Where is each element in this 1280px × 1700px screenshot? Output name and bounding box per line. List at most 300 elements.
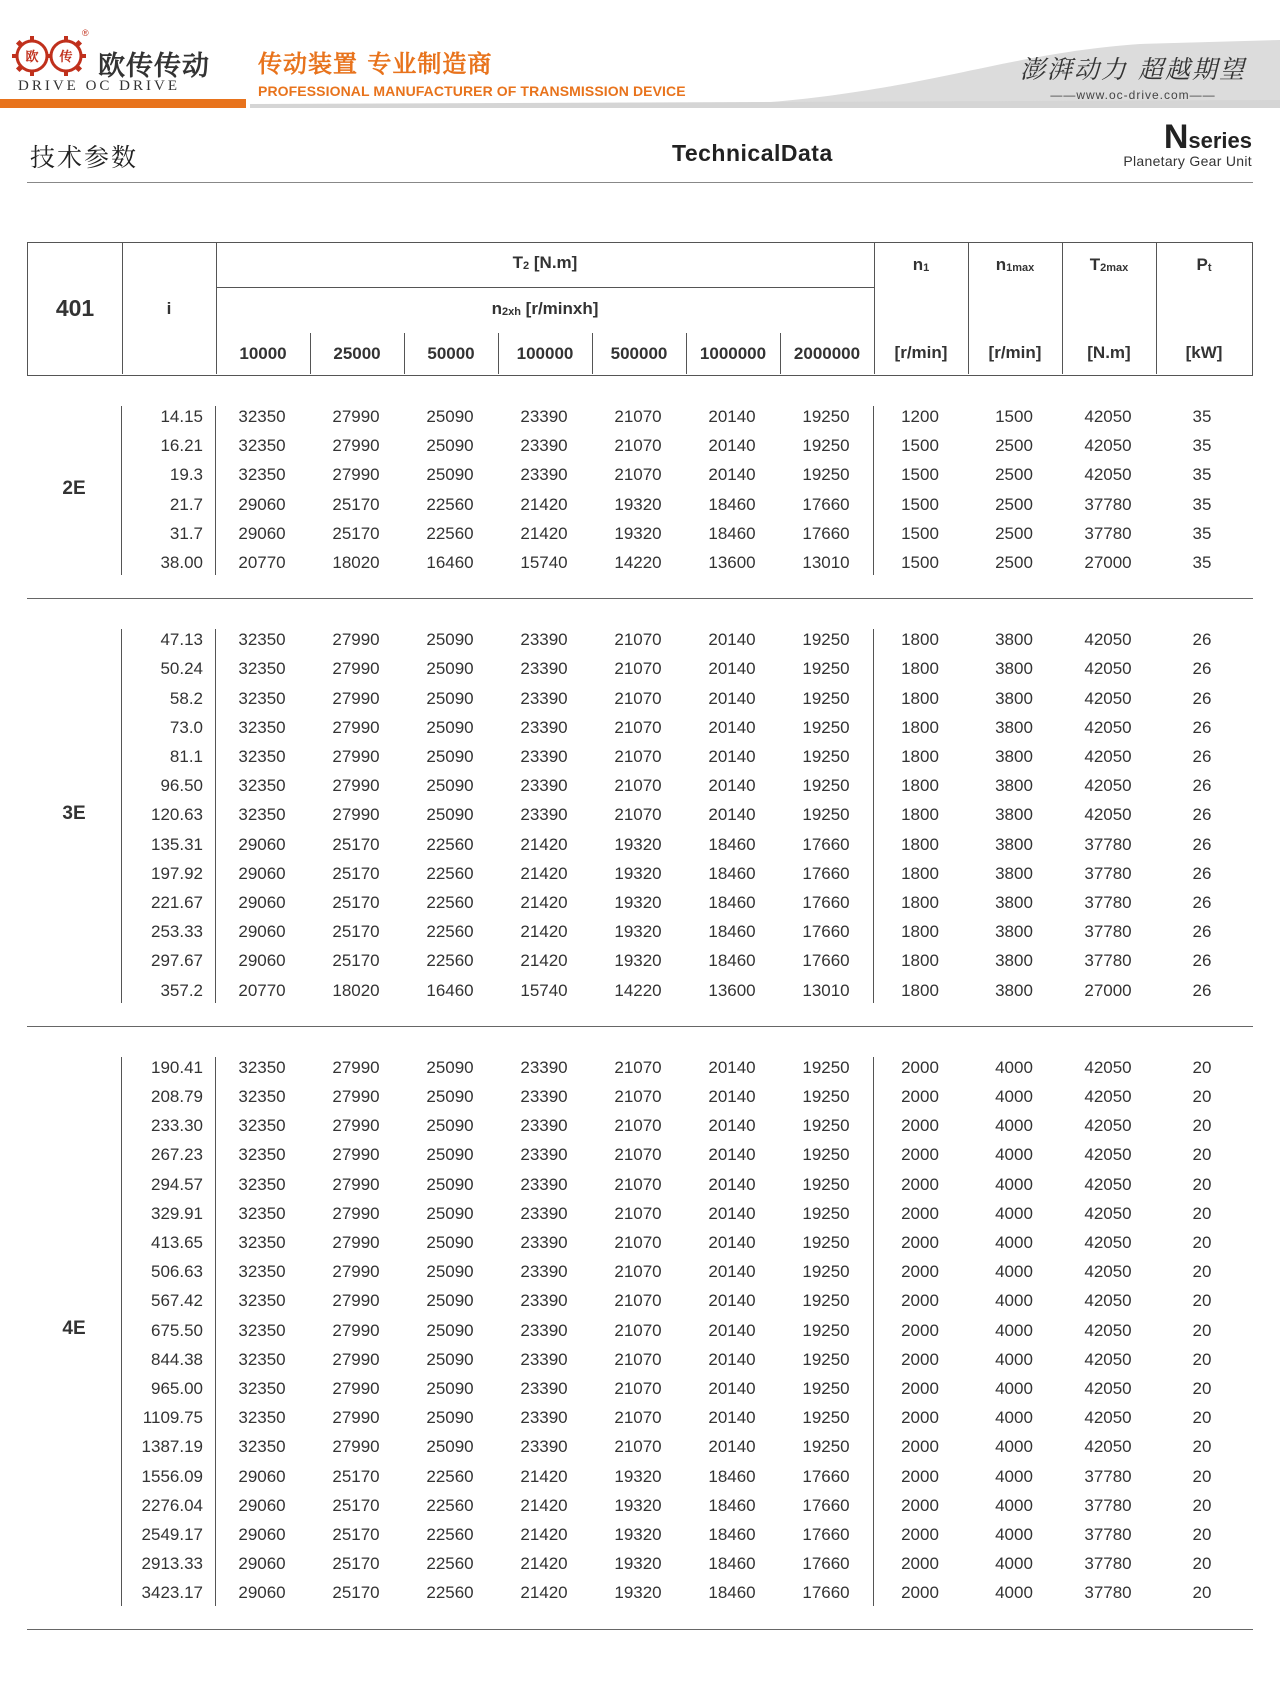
t2-cell: 32350 bbox=[238, 436, 286, 456]
t2-cell: 13010 bbox=[802, 980, 850, 1000]
t2max-header-symbol: T bbox=[1089, 255, 1101, 274]
t2-cell: 17660 bbox=[802, 892, 850, 912]
pt-cell: 26 bbox=[1192, 951, 1212, 971]
t2-cell: 19320 bbox=[614, 863, 662, 883]
t2-cell: 25090 bbox=[426, 1203, 474, 1223]
n1-cell: 2000 bbox=[901, 1466, 939, 1486]
t2-cell: 25090 bbox=[426, 1437, 474, 1457]
pt-unit: [kW] bbox=[1185, 343, 1223, 362]
ratio-cell: 1556.09 bbox=[141, 1466, 203, 1486]
t2max-cell: 37780 bbox=[1084, 892, 1132, 912]
table-row bbox=[27, 548, 1253, 577]
table-row bbox=[27, 519, 1253, 548]
n1-cell: 1500 bbox=[901, 553, 939, 572]
t2-cell: 32350 bbox=[238, 1262, 286, 1282]
t2-cell: 29060 bbox=[238, 523, 286, 543]
t2-cell: 21070 bbox=[614, 1349, 662, 1369]
t2-cell: 32350 bbox=[238, 1349, 286, 1369]
t2-cell: 25090 bbox=[426, 688, 474, 708]
table-row bbox=[27, 1082, 1253, 1111]
t2-cell: 25090 bbox=[426, 1086, 474, 1106]
pt-cell: 20 bbox=[1192, 1466, 1212, 1486]
t2-cell: 22560 bbox=[426, 922, 474, 942]
t2max-cell: 42050 bbox=[1084, 1378, 1132, 1398]
t2-cell: 32350 bbox=[238, 659, 286, 679]
pt-cell: 26 bbox=[1192, 717, 1212, 737]
n1max-cell: 3800 bbox=[995, 746, 1033, 766]
t2-header-sub: 2 bbox=[523, 260, 530, 272]
ratio-cell: 2549.17 bbox=[141, 1524, 203, 1544]
t2-cell: 18020 bbox=[332, 980, 380, 1000]
t2-cell: 23390 bbox=[520, 1320, 568, 1340]
t2-cell: 23390 bbox=[520, 1408, 568, 1428]
pt-cell: 35 bbox=[1192, 465, 1212, 485]
stage-label: 2E bbox=[62, 477, 86, 499]
t2-cell: 27990 bbox=[332, 630, 380, 650]
t2-cell: 19250 bbox=[802, 1291, 850, 1311]
ratio-cell: 31.7 bbox=[169, 523, 203, 543]
n1-cell: 2000 bbox=[901, 1086, 939, 1106]
pt-header bbox=[1156, 255, 1252, 275]
t2-cell: 21070 bbox=[614, 630, 662, 650]
table-row bbox=[27, 1199, 1253, 1228]
t2-header-symbol: T bbox=[512, 253, 524, 272]
t2-cell: 21070 bbox=[614, 717, 662, 737]
t2max-cell: 42050 bbox=[1084, 1262, 1132, 1282]
t2-cell: 21420 bbox=[520, 1466, 568, 1486]
t2-cell: 25170 bbox=[332, 892, 380, 912]
t2-cell: 18460 bbox=[708, 1524, 756, 1544]
t2max-cell: 42050 bbox=[1084, 1174, 1132, 1194]
series-subtitle: Planetary Gear Unit bbox=[1123, 153, 1252, 169]
pt-cell: 20 bbox=[1192, 1262, 1212, 1282]
pt-cell: 26 bbox=[1192, 892, 1212, 912]
t2-cell: 21070 bbox=[614, 1378, 662, 1398]
t2-cell: 25090 bbox=[426, 1262, 474, 1282]
pt-cell: 26 bbox=[1192, 980, 1212, 1000]
t2-cell: 25090 bbox=[426, 1116, 474, 1136]
t2-cell: 15740 bbox=[520, 980, 568, 1000]
n1-cell: 1800 bbox=[901, 746, 939, 766]
t2max-cell: 37780 bbox=[1084, 1524, 1132, 1544]
n1max-cell: 4000 bbox=[995, 1378, 1033, 1398]
pt-cell: 20 bbox=[1192, 1320, 1212, 1340]
pt-cell: 35 bbox=[1192, 407, 1212, 426]
ratio-cell: 73.0 bbox=[169, 717, 203, 737]
gear-logo-icon bbox=[10, 34, 94, 78]
ratio-cell: 208.79 bbox=[151, 1086, 203, 1106]
t2-cell: 21420 bbox=[520, 494, 568, 514]
t2-cell: 13010 bbox=[802, 553, 850, 572]
ratio-cell: 120.63 bbox=[151, 805, 203, 825]
t2-cell: 23390 bbox=[520, 1291, 568, 1311]
t2-cell: 19250 bbox=[802, 407, 850, 426]
t2-cell: 19250 bbox=[802, 1437, 850, 1457]
hours-col-header: 50000 bbox=[427, 344, 475, 363]
t2-cell: 25090 bbox=[426, 1320, 474, 1340]
ratio-cell: 253.33 bbox=[151, 922, 203, 942]
n1max-cell: 2500 bbox=[995, 553, 1033, 572]
t2-cell: 32350 bbox=[238, 1145, 286, 1165]
t2-cell: 20140 bbox=[708, 436, 756, 456]
t2-cell: 19250 bbox=[802, 1203, 850, 1223]
ratio-cell: 294.57 bbox=[151, 1174, 203, 1194]
t2-cell: 25170 bbox=[332, 951, 380, 971]
logo-char-1: 欧 bbox=[25, 50, 39, 65]
t2max-cell: 42050 bbox=[1084, 746, 1132, 766]
t2max-unit: [N.m] bbox=[1087, 343, 1131, 362]
t2-cell: 29060 bbox=[238, 1524, 286, 1544]
n1max-cell: 2500 bbox=[995, 494, 1033, 514]
t2-cell: 25170 bbox=[332, 1583, 380, 1603]
ratio-cell: 58.2 bbox=[169, 688, 203, 708]
t2-cell: 32350 bbox=[238, 1174, 286, 1194]
n1-header-sub: 1 bbox=[923, 262, 930, 274]
t2-cell: 17660 bbox=[802, 523, 850, 543]
t2-cell: 23390 bbox=[520, 717, 568, 737]
header-orange-bar bbox=[0, 99, 246, 108]
t2max-cell: 37780 bbox=[1084, 1583, 1132, 1603]
t2-cell: 32350 bbox=[238, 805, 286, 825]
t2-cell: 25170 bbox=[332, 834, 380, 854]
n1-cell: 1800 bbox=[901, 863, 939, 883]
t2-cell: 19320 bbox=[614, 1495, 662, 1515]
t2-cell: 27990 bbox=[332, 1057, 380, 1077]
n1-cell: 1800 bbox=[901, 834, 939, 854]
n1-cell: 2000 bbox=[901, 1174, 939, 1194]
table-row bbox=[27, 1170, 1253, 1199]
t2-cell: 27990 bbox=[332, 746, 380, 766]
n2-header bbox=[216, 299, 874, 319]
t2-cell: 18460 bbox=[708, 892, 756, 912]
ratio-cell: 50.24 bbox=[160, 659, 203, 679]
ratio-cell: 675.50 bbox=[151, 1320, 203, 1340]
t2-cell: 29060 bbox=[238, 494, 286, 514]
t2max-cell: 42050 bbox=[1084, 1057, 1132, 1077]
table-row bbox=[27, 1140, 1253, 1169]
n1max-cell: 3800 bbox=[995, 659, 1033, 679]
t2-cell: 23390 bbox=[520, 1262, 568, 1282]
ratio-cell: 2276.04 bbox=[141, 1495, 203, 1515]
t2-cell: 32350 bbox=[238, 746, 286, 766]
n1max-cell: 3800 bbox=[995, 776, 1033, 796]
t2-cell: 20140 bbox=[708, 688, 756, 708]
t2-cell: 25170 bbox=[332, 1495, 380, 1515]
t2-cell: 32350 bbox=[238, 717, 286, 737]
t2-cell: 21420 bbox=[520, 1583, 568, 1603]
t2-cell: 25170 bbox=[332, 1466, 380, 1486]
n1-cell: 1500 bbox=[901, 436, 939, 456]
n1max-cell: 4000 bbox=[995, 1291, 1033, 1311]
t2max-cell: 42050 bbox=[1084, 1437, 1132, 1457]
t2max-cell: 27000 bbox=[1084, 980, 1132, 1000]
t2-header bbox=[216, 253, 874, 273]
t2-cell: 19250 bbox=[802, 717, 850, 737]
n1-header-symbol: n bbox=[912, 255, 924, 274]
table-row bbox=[27, 742, 1253, 771]
t2-cell: 25170 bbox=[332, 1554, 380, 1574]
ratio-cell: 38.00 bbox=[160, 553, 203, 572]
n1-cell: 2000 bbox=[901, 1320, 939, 1340]
t2-cell: 21070 bbox=[614, 1203, 662, 1223]
t2-cell: 20140 bbox=[708, 407, 756, 426]
n1max-cell: 3800 bbox=[995, 805, 1033, 825]
page-title-cn: 技术参数 bbox=[30, 143, 139, 172]
t2-cell: 22560 bbox=[426, 1524, 474, 1544]
t2max-cell: 42050 bbox=[1084, 1086, 1132, 1106]
pt-cell: 26 bbox=[1192, 922, 1212, 942]
brand-logo bbox=[10, 30, 210, 94]
t2-cell: 23390 bbox=[520, 776, 568, 796]
t2-cell: 23390 bbox=[520, 1232, 568, 1252]
t2-cell: 18460 bbox=[708, 1554, 756, 1574]
ratio-cell: 567.42 bbox=[151, 1291, 203, 1311]
t2-cell: 27990 bbox=[332, 1437, 380, 1457]
t2-cell: 20140 bbox=[708, 630, 756, 650]
t2-cell: 25170 bbox=[332, 922, 380, 942]
t2-cell: 29060 bbox=[238, 1554, 286, 1574]
table-row bbox=[27, 431, 1253, 460]
t2-cell: 19250 bbox=[802, 1145, 850, 1165]
t2-cell: 19320 bbox=[614, 523, 662, 543]
pt-cell: 20 bbox=[1192, 1086, 1212, 1106]
n1max-cell: 2500 bbox=[995, 465, 1033, 485]
stage-label: 4E bbox=[62, 1318, 86, 1340]
n1-cell: 1800 bbox=[901, 951, 939, 971]
t2-cell: 22560 bbox=[426, 1495, 474, 1515]
t2-cell: 27990 bbox=[332, 717, 380, 737]
ratio-cell: 16.21 bbox=[160, 436, 203, 456]
ratio-cell: 413.65 bbox=[151, 1232, 203, 1252]
t2max-cell: 42050 bbox=[1084, 1116, 1132, 1136]
table-row bbox=[27, 1111, 1253, 1140]
ratio-cell: 233.30 bbox=[151, 1116, 203, 1136]
t2-cell: 25090 bbox=[426, 465, 474, 485]
t2-cell: 23390 bbox=[520, 1145, 568, 1165]
t2-cell: 19250 bbox=[802, 436, 850, 456]
t2-cell: 21070 bbox=[614, 1086, 662, 1106]
t2-header-unit: [N.m] bbox=[529, 253, 578, 272]
t2-cell: 27990 bbox=[332, 1291, 380, 1311]
t2-cell: 17660 bbox=[802, 922, 850, 942]
t2-cell: 19250 bbox=[802, 746, 850, 766]
t2max-cell: 37780 bbox=[1084, 834, 1132, 854]
table-row bbox=[27, 1374, 1253, 1403]
t2-cell: 27990 bbox=[332, 1116, 380, 1136]
pt-header-symbol: P bbox=[1196, 255, 1208, 274]
t2-cell: 25090 bbox=[426, 1057, 474, 1077]
t2-cell: 20140 bbox=[708, 776, 756, 796]
pt-cell: 20 bbox=[1192, 1583, 1212, 1603]
t2-cell: 21070 bbox=[614, 1408, 662, 1428]
pt-cell: 20 bbox=[1192, 1524, 1212, 1544]
t2-cell: 19250 bbox=[802, 630, 850, 650]
t2-cell: 27990 bbox=[332, 688, 380, 708]
n1-cell: 2000 bbox=[901, 1262, 939, 1282]
table-row bbox=[27, 1520, 1253, 1549]
header-slogan bbox=[1018, 50, 1248, 102]
t2-cell: 29060 bbox=[238, 1466, 286, 1486]
t2-cell: 21070 bbox=[614, 1116, 662, 1136]
t2-cell: 29060 bbox=[238, 951, 286, 971]
n1max-cell: 1500 bbox=[995, 407, 1033, 426]
t2-cell: 21420 bbox=[520, 863, 568, 883]
t2-cell: 21420 bbox=[520, 951, 568, 971]
t2-cell: 19250 bbox=[802, 1116, 850, 1136]
t2-cell: 29060 bbox=[238, 834, 286, 854]
t2-cell: 22560 bbox=[426, 834, 474, 854]
t2-cell: 20140 bbox=[708, 1349, 756, 1369]
t2-cell: 17660 bbox=[802, 1583, 850, 1603]
n1max-cell: 4000 bbox=[995, 1554, 1033, 1574]
series-letter: N bbox=[1163, 118, 1189, 156]
stage-group-4e bbox=[27, 1027, 1253, 1630]
t2-cell: 29060 bbox=[238, 892, 286, 912]
t2-cell: 21070 bbox=[614, 1437, 662, 1457]
n1-cell: 2000 bbox=[901, 1349, 939, 1369]
t2-cell: 16460 bbox=[426, 553, 474, 572]
ratio-cell: 47.13 bbox=[160, 630, 203, 650]
stage-group-2e bbox=[27, 376, 1253, 599]
table-row bbox=[27, 1316, 1253, 1345]
t2-cell: 18460 bbox=[708, 834, 756, 854]
t2max-cell: 42050 bbox=[1084, 805, 1132, 825]
t2-cell: 32350 bbox=[238, 1320, 286, 1340]
pt-cell: 35 bbox=[1192, 494, 1212, 514]
t2-cell: 27990 bbox=[332, 1086, 380, 1106]
n1-cell: 1800 bbox=[901, 659, 939, 679]
t2-cell: 19250 bbox=[802, 1408, 850, 1428]
t2-cell: 20140 bbox=[708, 659, 756, 679]
ratio-cell: 297.67 bbox=[151, 951, 203, 971]
t2-cell: 21420 bbox=[520, 834, 568, 854]
table-row bbox=[27, 946, 1253, 975]
hours-col-header: 2000000 bbox=[793, 344, 861, 363]
n1-cell: 1800 bbox=[901, 892, 939, 912]
t2-cell: 19250 bbox=[802, 1378, 850, 1398]
tagline-cn: 传动装置 专业制造商 bbox=[258, 50, 493, 78]
t2-cell: 21420 bbox=[520, 1554, 568, 1574]
t2-cell: 19320 bbox=[614, 1524, 662, 1544]
t2-cell: 15740 bbox=[520, 553, 568, 572]
t2-cell: 25090 bbox=[426, 746, 474, 766]
t2-cell: 23390 bbox=[520, 688, 568, 708]
t2-cell: 19320 bbox=[614, 892, 662, 912]
title-divider bbox=[27, 182, 1253, 183]
n1max-cell: 4000 bbox=[995, 1408, 1033, 1428]
n1max-cell: 4000 bbox=[995, 1203, 1033, 1223]
t2-cell: 17660 bbox=[802, 1524, 850, 1544]
t2max-cell: 42050 bbox=[1084, 407, 1132, 426]
t2-cell: 32350 bbox=[238, 1378, 286, 1398]
brand-name-cn: 欧传传动 bbox=[98, 51, 210, 82]
ratio-cell: 19.3 bbox=[169, 465, 203, 485]
pt-cell: 20 bbox=[1192, 1174, 1212, 1194]
t2-cell: 32350 bbox=[238, 407, 286, 426]
t2-cell: 23390 bbox=[520, 1086, 568, 1106]
ratio-header: i bbox=[166, 299, 172, 318]
n1max-cell: 4000 bbox=[995, 1495, 1033, 1515]
t2-cell: 13600 bbox=[708, 980, 756, 1000]
t2-cell: 25090 bbox=[426, 1349, 474, 1369]
website-url: ——www.oc-drive.com—— bbox=[1050, 88, 1216, 102]
n1max-cell: 3800 bbox=[995, 630, 1033, 650]
table-row bbox=[27, 490, 1253, 519]
t2-cell: 27990 bbox=[332, 776, 380, 796]
hours-col-header: 100000 bbox=[516, 344, 574, 363]
table-row bbox=[27, 800, 1253, 829]
t2-cell: 20140 bbox=[708, 1320, 756, 1340]
t2max-cell: 42050 bbox=[1084, 1349, 1132, 1369]
t2-cell: 19250 bbox=[802, 1057, 850, 1077]
t2-cell: 29060 bbox=[238, 1495, 286, 1515]
t2-cell: 22560 bbox=[426, 951, 474, 971]
ratio-cell: 81.1 bbox=[169, 746, 203, 766]
t2-cell: 21070 bbox=[614, 1262, 662, 1282]
n1-cell: 2000 bbox=[901, 1378, 939, 1398]
hours-col-header: 10000 bbox=[239, 344, 287, 363]
table-row bbox=[27, 1228, 1253, 1257]
t2-cell: 23390 bbox=[520, 436, 568, 456]
t2-cell: 18460 bbox=[708, 951, 756, 971]
table-row bbox=[27, 625, 1253, 654]
t2-cell: 22560 bbox=[426, 863, 474, 883]
series-word: series bbox=[1188, 128, 1252, 153]
t2-cell: 18460 bbox=[708, 523, 756, 543]
t2-cell: 22560 bbox=[426, 1466, 474, 1486]
t2-cell: 29060 bbox=[238, 922, 286, 942]
t2max-cell: 27000 bbox=[1084, 553, 1132, 572]
n1max-cell: 4000 bbox=[995, 1086, 1033, 1106]
n1-cell: 1200 bbox=[901, 407, 939, 426]
pt-cell: 20 bbox=[1192, 1437, 1212, 1457]
table-row bbox=[27, 859, 1253, 888]
table-row bbox=[27, 830, 1253, 859]
t2-cell: 25090 bbox=[426, 1378, 474, 1398]
t2max-cell: 42050 bbox=[1084, 630, 1132, 650]
t2-cell: 25090 bbox=[426, 805, 474, 825]
t2max-header-sub: 2max bbox=[1100, 262, 1129, 274]
pt-cell: 20 bbox=[1192, 1232, 1212, 1252]
table-row bbox=[27, 917, 1253, 946]
page-header bbox=[0, 0, 1280, 110]
ratio-cell: 965.00 bbox=[151, 1378, 203, 1398]
pt-cell: 26 bbox=[1192, 630, 1212, 650]
n1-cell: 2000 bbox=[901, 1203, 939, 1223]
t2-cell: 19250 bbox=[802, 1174, 850, 1194]
t2-cell: 21070 bbox=[614, 805, 662, 825]
n1max-cell: 3800 bbox=[995, 688, 1033, 708]
t2-cell: 23390 bbox=[520, 1203, 568, 1223]
t2-cell: 19250 bbox=[802, 805, 850, 825]
t2max-header bbox=[1062, 255, 1156, 275]
table-row bbox=[27, 888, 1253, 917]
n1-header bbox=[874, 255, 968, 275]
ratio-cell: 506.63 bbox=[151, 1262, 203, 1282]
model-number: 401 bbox=[55, 295, 95, 321]
t2-cell: 18460 bbox=[708, 1466, 756, 1486]
t2-cell: 21420 bbox=[520, 922, 568, 942]
t2-cell: 19250 bbox=[802, 776, 850, 796]
n1max-unit: [r/min] bbox=[988, 343, 1042, 362]
pt-cell: 20 bbox=[1192, 1378, 1212, 1398]
n1max-cell: 4000 bbox=[995, 1524, 1033, 1544]
t2-cell: 21420 bbox=[520, 523, 568, 543]
t2max-cell: 37780 bbox=[1084, 1466, 1132, 1486]
n1max-cell: 3800 bbox=[995, 717, 1033, 737]
n1max-cell: 4000 bbox=[995, 1349, 1033, 1369]
t2max-cell: 37780 bbox=[1084, 494, 1132, 514]
